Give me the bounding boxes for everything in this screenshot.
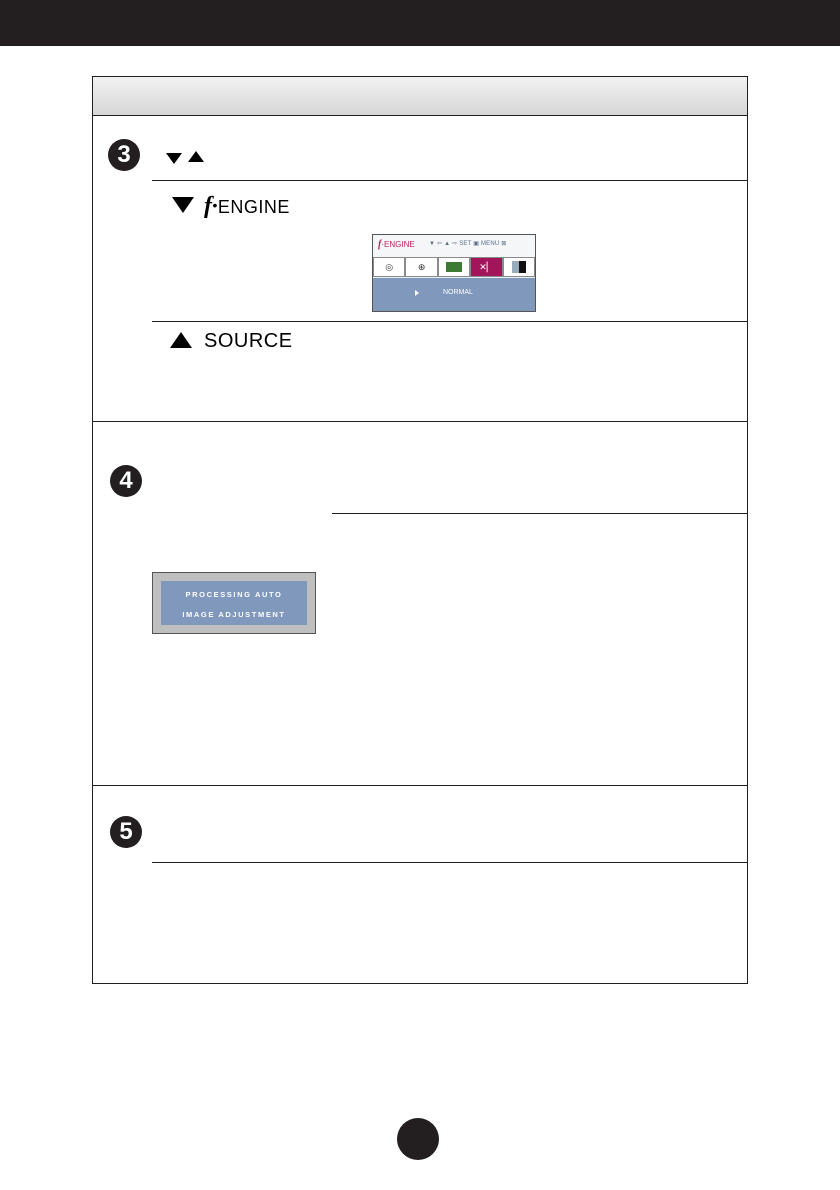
down-arrow-icon (166, 153, 182, 164)
table-header (93, 77, 747, 116)
fengine-label: f•ENGINE (204, 193, 290, 219)
section-number-3: 3 (108, 139, 140, 171)
picture-icon[interactable] (438, 257, 470, 277)
section-divider (92, 421, 748, 422)
section-divider (92, 785, 748, 786)
osd-title-bar (373, 235, 535, 257)
processing-panel (161, 581, 307, 625)
f-glyph: f (204, 193, 213, 219)
section-number-5: 5 (110, 816, 142, 848)
osd-mode-value: NORMAL (443, 289, 473, 296)
normal-icon[interactable] (503, 257, 535, 277)
divider (332, 513, 748, 514)
header-bar (0, 0, 840, 46)
divider (152, 321, 748, 322)
source-label: SOURCE (204, 330, 293, 352)
fengine-osd-menu (372, 234, 536, 312)
down-arrow-icon (172, 197, 194, 213)
processing-line-2: IMAGE ADJUSTMENT (182, 610, 286, 619)
fengine-label-text: ENGINE (217, 197, 290, 217)
movie-icon[interactable]: ◎ (373, 257, 405, 277)
up-arrow-icon (170, 332, 192, 348)
osd-title-text: ENGINE (384, 240, 415, 249)
divider (152, 180, 748, 181)
osd-controls: ▼ ⇦ ▲ ⇨ SET ▣ MENU ⊠ (429, 241, 507, 247)
internet-icon[interactable]: ⊕ (405, 257, 437, 277)
section-number-4: 4 (110, 465, 142, 497)
processing-line-1: PROCESSING AUTO (185, 590, 283, 599)
up-arrow-icon (188, 151, 204, 162)
osd-title: f·ENGINE (378, 239, 415, 250)
page-number-dot (397, 1118, 439, 1160)
user-icon[interactable]: ✕▏ (470, 257, 502, 277)
processing-message-box (152, 572, 316, 634)
right-arrow-icon (415, 290, 419, 296)
osd-mode-icons (373, 257, 535, 277)
osd-f-glyph: f (378, 239, 382, 250)
divider (152, 862, 748, 863)
osd-mode-bar (373, 278, 535, 311)
